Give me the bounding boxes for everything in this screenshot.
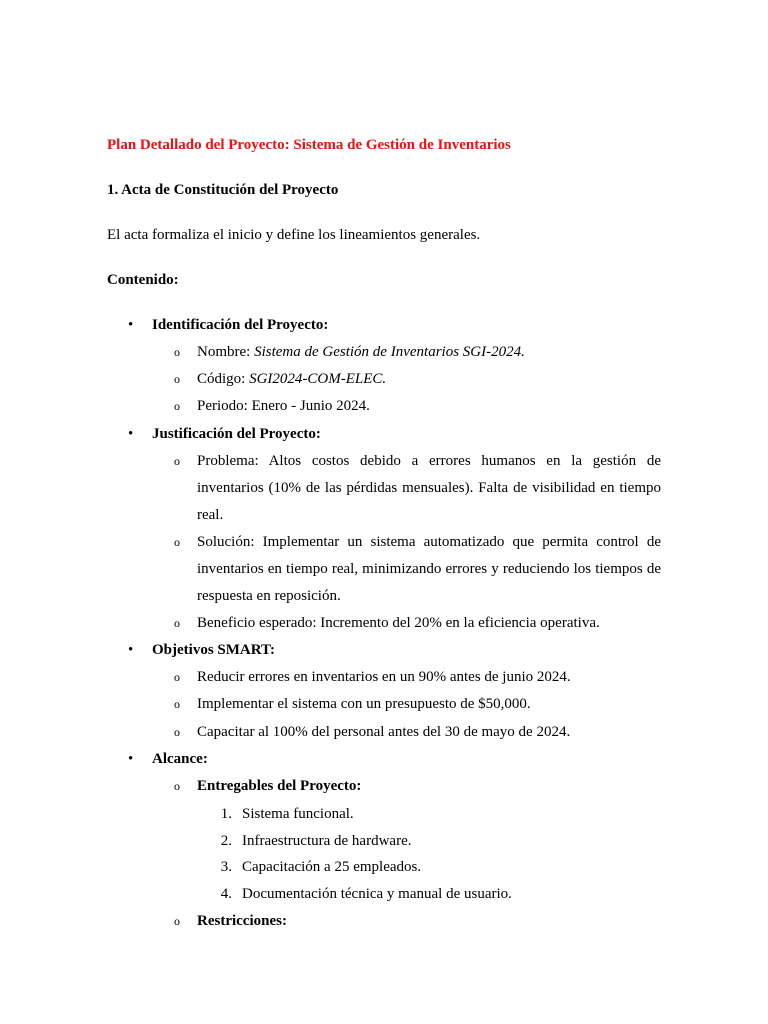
- sub-bullet-marker: o: [174, 372, 180, 386]
- sub-bullet-marker: o: [174, 914, 180, 928]
- periodo-item: Periodo: Enero - Junio 2024.: [197, 398, 370, 414]
- intro-paragraph: El acta formaliza el inicio y define los lineamientos generales.: [107, 227, 481, 243]
- solucion-line: respuesta en reposición.: [197, 588, 341, 604]
- justificacion-heading: Justificación del Proyecto:: [152, 426, 321, 442]
- entregable-item: Documentación técnica y manual de usuario.: [242, 886, 512, 902]
- codigo-value: SGI2024-COM-ELEC.: [249, 371, 387, 387]
- sub-bullet-marker: o: [174, 399, 180, 413]
- restricciones-heading: Restricciones:: [197, 913, 287, 929]
- nombre-value: Sistema de Gestión de Inventarios SGI-2024.: [254, 344, 525, 360]
- objetivo-item: Implementar el sistema con un presupuesto de $50,000.: [197, 696, 531, 712]
- alcance-heading: Alcance:: [152, 751, 208, 767]
- solucion-line: inventarios en tiempo real, minimizando errores y reduciendo los tiempos de: [197, 561, 661, 577]
- problema-line: inventarios (10% de las pérdidas mensuales). Falta de visibilidad en tiempo: [197, 480, 661, 496]
- codigo-item: [197, 370, 386, 388]
- sub-bullet-marker: o: [174, 345, 180, 359]
- list-number: 4.: [220, 886, 232, 902]
- list-number: 3.: [220, 859, 232, 875]
- sub-bullet-marker: o: [174, 725, 180, 739]
- nombre-label: Nombre:: [197, 344, 251, 360]
- sub-bullet-marker: o: [174, 779, 180, 793]
- list-number: 1.: [220, 806, 232, 822]
- identificacion-heading: Identificación del Proyecto:: [152, 317, 329, 333]
- entregable-item: Capacitación a 25 empleados.: [242, 859, 422, 875]
- beneficio-item: Beneficio esperado: Incremento del 20% en la eficiencia operativa.: [197, 615, 600, 631]
- solucion-line: Solución: Implementar un sistema automatizado que permita control de: [197, 534, 661, 550]
- bullet-marker: •: [128, 317, 134, 333]
- sub-bullet-marker: o: [174, 697, 180, 711]
- document-title: Plan Detallado del Proyecto: Sistema de Gestión de Inventarios: [107, 137, 511, 153]
- nombre-item: [197, 343, 525, 361]
- list-number: 2.: [220, 833, 232, 849]
- objetivo-item: Capacitar al 100% del personal antes del 30 de mayo de 2024.: [197, 724, 571, 740]
- contenido-label: Contenido:: [107, 272, 179, 288]
- bullet-marker: •: [128, 751, 134, 767]
- bullet-marker: •: [128, 426, 134, 442]
- codigo-label: Código:: [197, 371, 246, 387]
- sub-bullet-marker: o: [174, 670, 180, 684]
- problema-line: Problema: Altos costos debido a errores humanos en la gestión de: [197, 453, 661, 469]
- entregable-item: Sistema funcional.: [242, 806, 354, 822]
- entregable-item: Infraestructura de hardware.: [242, 833, 412, 849]
- sub-bullet-marker: o: [174, 616, 180, 630]
- entregables-heading: Entregables del Proyecto:: [197, 778, 362, 794]
- bullet-marker: •: [128, 642, 134, 658]
- objetivo-item: Reducir errores en inventarios en un 90% antes de junio 2024.: [197, 669, 571, 685]
- section-heading: 1. Acta de Constitución del Proyecto: [107, 182, 339, 198]
- sub-bullet-marker: o: [174, 454, 180, 468]
- problema-line: real.: [197, 507, 224, 523]
- sub-bullet-marker: o: [174, 535, 180, 549]
- objetivos-heading: Objetivos SMART:: [152, 642, 275, 658]
